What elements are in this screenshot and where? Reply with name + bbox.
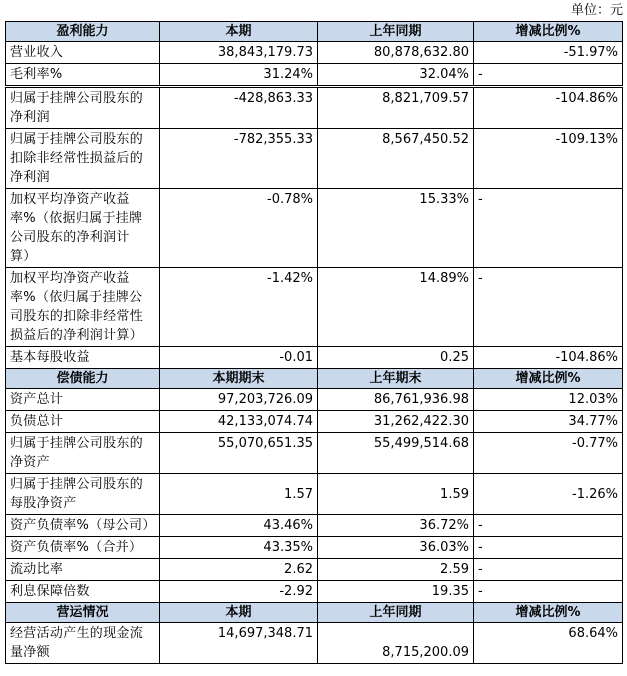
row-label-line: 资产负债率%（母公司） [10,518,156,533]
change-value: -104.86% [474,87,623,129]
row-label [6,42,160,64]
change-value: - [474,537,623,559]
row-label-line: 公司股东的净利润计 [10,230,130,245]
column-header-current: 本期 [160,603,318,623]
change-value: -109.13% [474,129,623,189]
current-value: -1.42% [160,268,318,347]
current-value: 43.35% [160,537,318,559]
prior-value: 19.35 [318,581,474,603]
table-row [6,537,623,559]
prior-value: 86,761,936.98 [318,389,474,411]
table-row [6,515,623,537]
current-value: 31.24% [160,64,318,87]
row-label-line: 扣除非经常性损益后的 [10,151,144,166]
section-header-label: 营运情况 [6,603,160,623]
row-label [6,189,160,268]
row-label-line: 基本每股收益 [10,350,90,365]
change-value: - [474,64,623,87]
row-label-line: 归属于挂牌公司股东的 [10,477,144,492]
change-value: 34.77% [474,411,623,433]
current-value: -782,355.33 [160,129,318,189]
row-label-line: 流动比率 [10,562,64,577]
prior-value: 80,878,632.80 [318,42,474,64]
section-header-label: 盈利能力 [6,22,160,42]
prior-value: 36.03% [318,537,474,559]
table-row [6,581,623,603]
row-label-line: 净资产 [10,455,50,470]
row-label [6,411,160,433]
current-value: 97,203,726.09 [160,389,318,411]
row-label [6,87,160,129]
table-row [6,623,623,664]
prior-value: 31,262,422.30 [318,411,474,433]
current-value: -0.78% [160,189,318,268]
prior-value: 15.33% [318,189,474,268]
change-value: 68.64% [474,623,623,664]
current-value: -0.01 [160,347,318,369]
change-value: -0.77% [474,433,623,474]
row-label-line: 司股东的扣除非经常性 [10,309,144,324]
table-row [6,347,623,369]
table-row [6,474,623,515]
row-label [6,268,160,347]
column-header-change: 增减比例% [474,603,623,623]
row-label [6,474,160,515]
column-header-change: 增减比例% [474,369,623,389]
row-label-line: 量净额 [10,645,50,660]
current-value: -2.92 [160,581,318,603]
row-label-line: 加权平均净资产收益 [10,192,130,207]
table-row [6,411,623,433]
section-header-row [6,603,623,623]
row-label-line: 率%（依归属于挂牌公 [10,290,143,305]
row-label-line: 资产负债率%（合并） [10,540,143,555]
current-value: 14,697,348.71 [160,623,318,664]
current-value: 2.62 [160,559,318,581]
change-value: -51.97% [474,42,623,64]
change-value: - [474,581,623,603]
row-label-line: 毛利率% [10,67,63,82]
row-label-line: 负债总计 [10,414,64,429]
table-row [6,87,623,129]
section-header-row [6,22,623,42]
row-label [6,537,160,559]
current-value: 42,133,074.74 [160,411,318,433]
table-row [6,189,623,268]
column-header-prior: 上年同期 [318,603,474,623]
change-value: - [474,559,623,581]
row-label [6,389,160,411]
unit-label: 单位：元 [570,3,623,18]
current-value: 38,843,179.73 [160,42,318,64]
table-row [6,433,623,474]
change-value: - [474,515,623,537]
row-label-line: 利息保障倍数 [10,584,90,599]
row-label-line: 净利润 [10,110,50,125]
row-label-line: 算） [10,249,37,264]
table-row [6,559,623,581]
prior-value: 8,821,709.57 [318,87,474,129]
row-label-line: 净利润 [10,170,50,185]
table-row [6,42,623,64]
row-label-line: 归属于挂牌公司股东的 [10,132,144,147]
row-label-line: 经营活动产生的现金流 [10,626,144,641]
row-label [6,433,160,474]
current-value: 55,070,651.35 [160,433,318,474]
column-header-current: 本期期末 [160,369,318,389]
row-label-line: 归属于挂牌公司股东的 [10,436,144,451]
financial-indicators-table [5,21,623,664]
prior-value: 32.04% [318,64,474,87]
row-label-line: 归属于挂牌公司股东的 [10,91,144,106]
change-value: - [474,189,623,268]
prior-value: 8,567,450.52 [318,129,474,189]
row-label-line: 每股净资产 [10,496,77,511]
row-label [6,347,160,369]
row-label-line: 损益后的净利润计算） [10,328,144,343]
column-header-current: 本期 [160,22,318,42]
prior-value: 14.89% [318,268,474,347]
row-label-line: 加权平均净资产收益 [10,271,130,286]
row-label-line: 资产总计 [10,392,64,407]
section-header-row [6,369,623,389]
column-header-prior: 上年同期 [318,22,474,42]
row-label [6,581,160,603]
current-value: -428,863.33 [160,87,318,129]
change-value: - [474,268,623,347]
prior-value: 1.59 [318,474,474,515]
row-label [6,64,160,87]
row-label [6,129,160,189]
table-row [6,268,623,347]
current-value: 43.46% [160,515,318,537]
table-row [6,129,623,189]
current-value: 1.57 [160,474,318,515]
prior-value: 36.72% [318,515,474,537]
change-value: -1.26% [474,474,623,515]
row-label-line: 营业收入 [10,45,64,60]
table-row [6,64,623,87]
row-label [6,515,160,537]
prior-value: 0.25 [318,347,474,369]
row-label-line: 率%（依据归属于挂牌 [10,211,143,226]
prior-value: 8,715,200.09 [318,623,474,664]
change-value: 12.03% [474,389,623,411]
table-row [6,389,623,411]
column-header-change: 增减比例% [474,22,623,42]
section-header-label: 偿债能力 [6,369,160,389]
change-value: -104.86% [474,347,623,369]
row-label [6,559,160,581]
prior-value: 55,499,514.68 [318,433,474,474]
column-header-prior: 上年期末 [318,369,474,389]
row-label [6,623,160,664]
prior-value: 2.59 [318,559,474,581]
